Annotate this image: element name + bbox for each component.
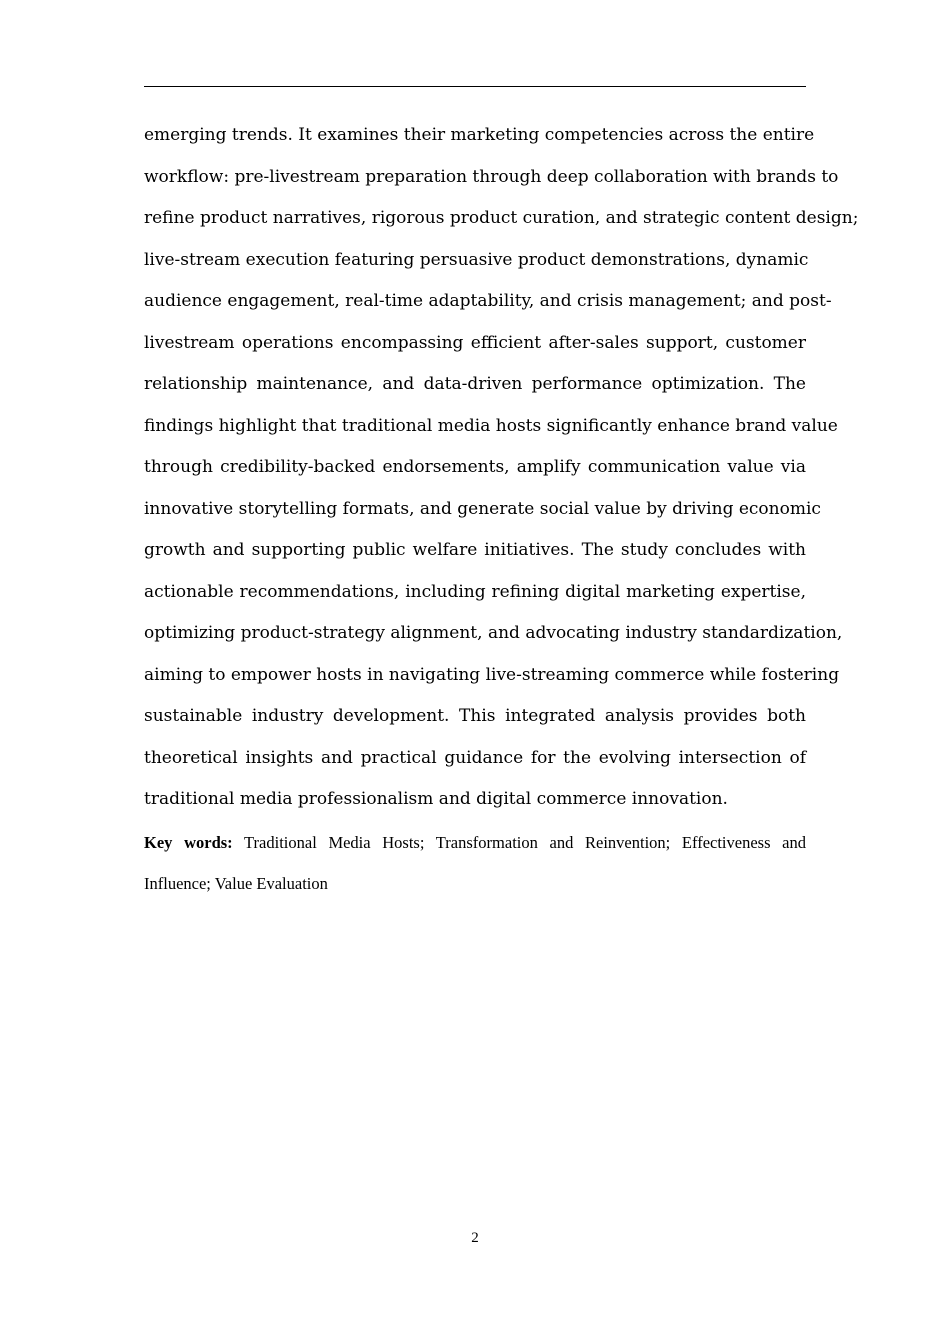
abstract-body bbox=[144, 115, 859, 821]
abstract-line: emerging trends. It examines their marketing competencies across the entire bbox=[144, 125, 815, 145]
abstract-line: actionable recommendations, including refining digital marketing expertise, bbox=[144, 581, 806, 602]
abstract-line: audience engagement, real-time adaptability, and crisis management; and post- bbox=[144, 291, 832, 311]
abstract-line: through credibility-backed endorsements, amplify communication value via bbox=[144, 457, 806, 477]
page-number: 2 bbox=[471, 1230, 479, 1246]
abstract-line: live-stream execution featuring persuasive product demonstrations, dynamic bbox=[144, 249, 809, 270]
abstract-line: growth and supporting public welfare initiatives. The study concludes with bbox=[144, 540, 806, 560]
abstract-line: sustainable industry development. This integrated analysis provides both bbox=[144, 706, 806, 726]
abstract-line: optimizing product-strategy alignment, and advocating industry standardization, bbox=[144, 623, 843, 643]
abstract-line: traditional media professionalism and digital commerce innovation. bbox=[144, 789, 728, 809]
keywords-text: Traditional Media Hosts; Transformation and Reinvention; Effectiveness and bbox=[244, 833, 806, 852]
abstract-line: aiming to empower hosts in navigating live-streaming commerce while fostering bbox=[144, 664, 840, 685]
abstract-line: relationship maintenance, and data-driven performance optimization. The bbox=[144, 374, 806, 394]
abstract-line: theoretical insights and practical guidance for the evolving intersection of bbox=[144, 747, 806, 768]
abstract-line: livestream operations encompassing efficient after-sales support, customer bbox=[144, 332, 806, 353]
keywords-section bbox=[144, 822, 806, 904]
keywords-label: Key words: bbox=[144, 833, 233, 852]
abstract-line: findings highlight that traditional media hosts significantly enhance brand value bbox=[144, 415, 838, 436]
abstract-line: innovative storytelling formats, and generate social value by driving economic bbox=[144, 498, 821, 519]
keywords-line bbox=[144, 822, 806, 863]
abstract-line: refine product narratives, rigorous product curation, and strategic content design; bbox=[144, 208, 859, 228]
keywords-line: Influence; Value Evaluation bbox=[144, 874, 328, 893]
header-rule bbox=[144, 86, 806, 87]
abstract-line: workflow: pre-livestream preparation through deep collaboration with brands to bbox=[144, 166, 839, 187]
